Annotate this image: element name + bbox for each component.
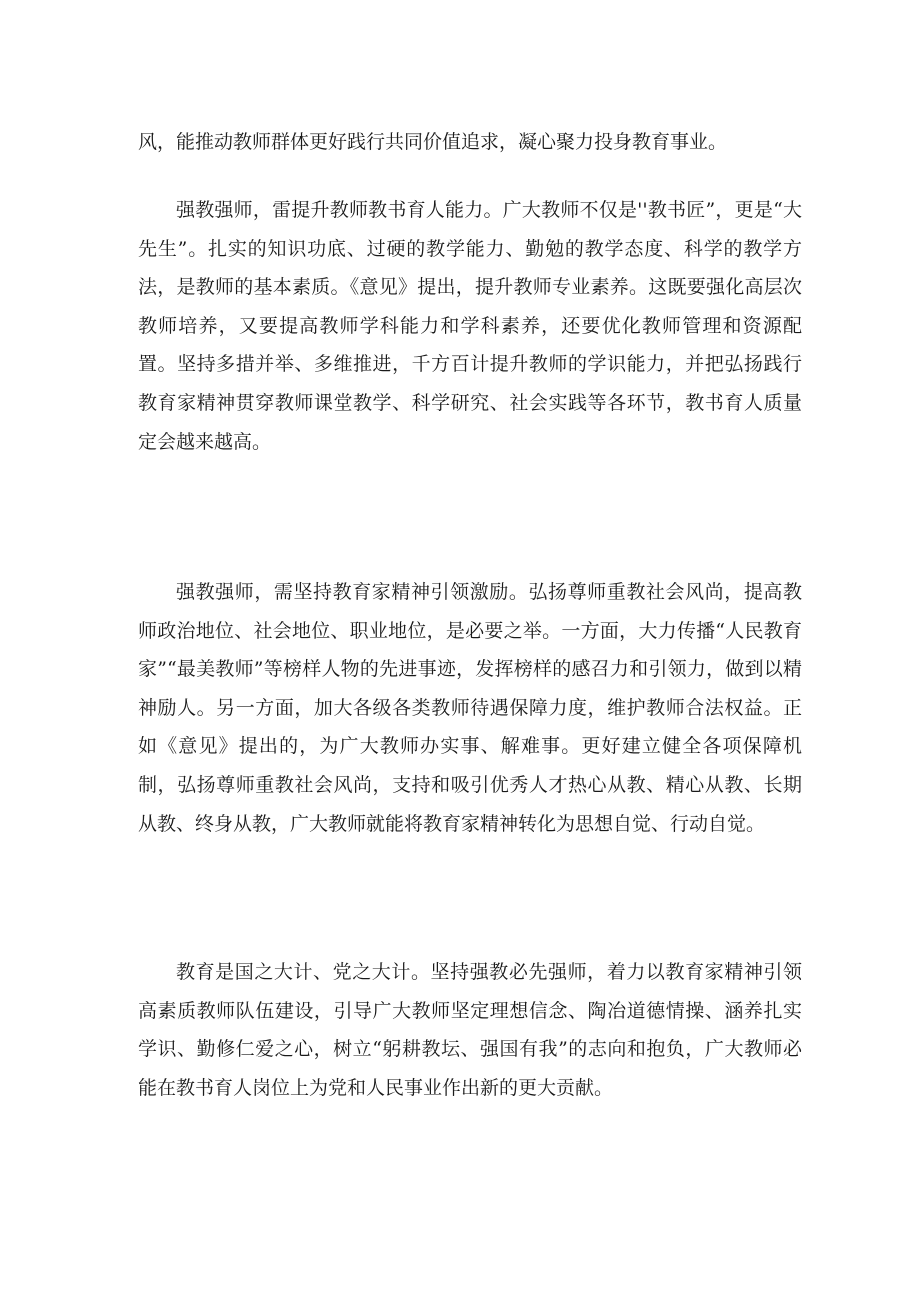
paragraph-continuation: 风，能推动教师群体更好践行共同价值追求，凝心聚力投身教育事业。: [138, 131, 728, 153]
paragraph-conclusion: 教育是国之大计、党之大计。坚持强教必先强师，着力以教育家精神引领高素质教师队伍建设，引导广大教师坚定理想信念、陶冶道德情操、涵养扎实学识、勤修仁爱之心，树立“躬耕教坛、强国有我”的志向和抱负，广大教师必能在教书育人岗位上为党和人民事业作出新的更大贡献。: [138, 961, 802, 1099]
paragraph-teaching-ability: 强教强师，雷提升教师教书育人能力。广大教师不仅是''教书匠”，更是“大先生”。扎实的知识功底、过硬的教学能力、勤勉的教学态度、科学的教学方法，是教师的基本素质。《意见》提出，提升教师专业素养。这既要强化高层次教师培养，又要提高教师学科能力和学科素养，还要优化教师管理和资源配置。坚持多措并举、多维推进，千方百计提升教师的学识能力，并把弘扬践行教育家精神贯穿教师课堂教学、科学研究、社会实践等各环节，教书育人质量定会越来越高。: [138, 199, 802, 453]
paragraph-spirit-incentive: 强教强师，需坚持教育家精神引领激励。弘扬尊师重教社会风尚，提高教师政治地位、社会地位、职业地位，是必要之举。一方面，大力传播“人民教育家”“最美教师”等榜样人物的先进事迹，发挥榜样的感召力和引领力，做到以精神励人。另一方面，加大各级各类教师待遇保障力度，维护教师合法权益。正如《意见》提出的，为广大教师办实事、解难事。更好建立健全各项保障机制，弘扬尊师重教社会风尚，支持和吸引优秀人才热心从教、精心从教、长期从教、终身从教，广大教师就能将教育家精神转化为思想自觉、行动自觉。: [138, 581, 802, 835]
